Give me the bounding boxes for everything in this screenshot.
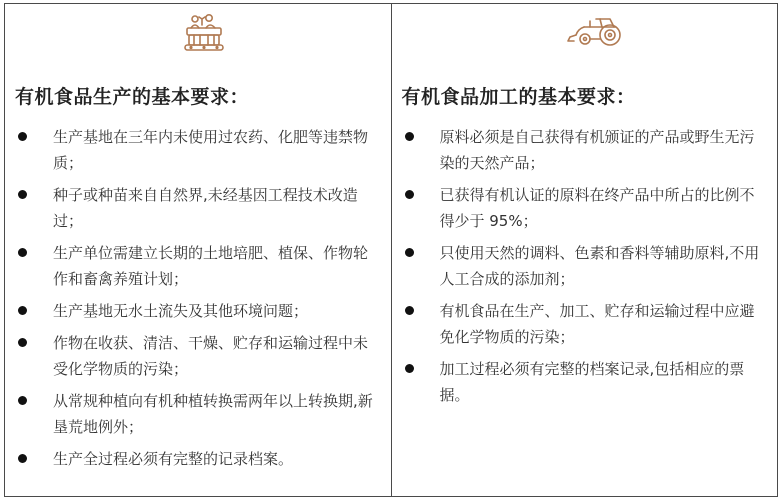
- list-item: [15, 388, 381, 440]
- list-item: [402, 240, 768, 292]
- bullet-icon: [18, 248, 27, 257]
- processing-icon-area: [402, 4, 768, 70]
- list-item-text: 生产基地在三年内未使用过农药、化肥等违禁物质；: [53, 128, 369, 172]
- list-item: [15, 330, 381, 382]
- list-item-text: 加工过程必须有完整的档案记录,包括相应的票据。: [439, 360, 745, 404]
- bullet-icon: [18, 338, 27, 347]
- list-item: [402, 356, 768, 408]
- list-item-text: 从常规种植向有机种植转换需两年以上转换期,新垦荒地例外；: [53, 392, 373, 436]
- list-item-text: 已获得有机认证的原料在终产品中所占的比例不得少于 95%；: [439, 186, 755, 230]
- bullet-icon: [18, 132, 27, 141]
- tractor-icon: [566, 13, 626, 49]
- list-item-text: 作物在收获、清洁、干燥、贮存和运输过程中未受化学物质的污染；: [53, 334, 369, 378]
- bullet-icon: [405, 190, 414, 199]
- bullet-icon: [18, 306, 27, 315]
- list-item-text: 生产全过程必须有完整的记录档案。: [53, 450, 294, 468]
- bullet-icon: [405, 132, 414, 141]
- production-requirements-list: [15, 124, 381, 472]
- bullet-icon: [18, 396, 27, 405]
- bullet-icon: [18, 190, 27, 199]
- list-item-text: 种子或种苗来自自然界,未经基因工程技术改造过；: [53, 186, 358, 230]
- list-item: [402, 298, 768, 350]
- list-item: [402, 124, 768, 176]
- list-item-text: 生产单位需建立长期的土地培肥、植保、作物轮作和畜禽养殖计划；: [53, 244, 369, 288]
- list-item: [15, 446, 381, 472]
- processing-title: 有机食品加工的基本要求：: [401, 86, 636, 108]
- production-column: [5, 4, 392, 496]
- list-item: [402, 182, 768, 234]
- processing-column: [392, 4, 778, 496]
- list-item-text: 有机食品在生产、加工、贮存和运输过程中应避免化学物质的污染；: [439, 302, 755, 346]
- bullet-icon: [405, 364, 414, 373]
- bullet-icon: [405, 248, 414, 257]
- list-item: [15, 124, 381, 176]
- requirements-table: [4, 3, 778, 497]
- list-item-text: 原料必须是自己获得有机颁证的产品或野生无污染的天然产品；: [439, 128, 755, 172]
- production-title: 有机食品生产的基本要求：: [15, 86, 250, 108]
- organic-production-icon: [182, 13, 226, 53]
- list-item-text: 只使用天然的调料、色素和香料等辅助原料,不用人工合成的添加剂；: [439, 244, 760, 288]
- list-item: [15, 240, 381, 292]
- list-item-text: 生产基地无水土流失及其他环境问题；: [53, 302, 309, 320]
- bullet-icon: [405, 306, 414, 315]
- list-item: [15, 182, 381, 234]
- processing-requirements-list: [402, 124, 768, 408]
- list-item: [15, 298, 381, 324]
- bullet-icon: [18, 454, 27, 463]
- production-icon-area: [15, 4, 381, 70]
